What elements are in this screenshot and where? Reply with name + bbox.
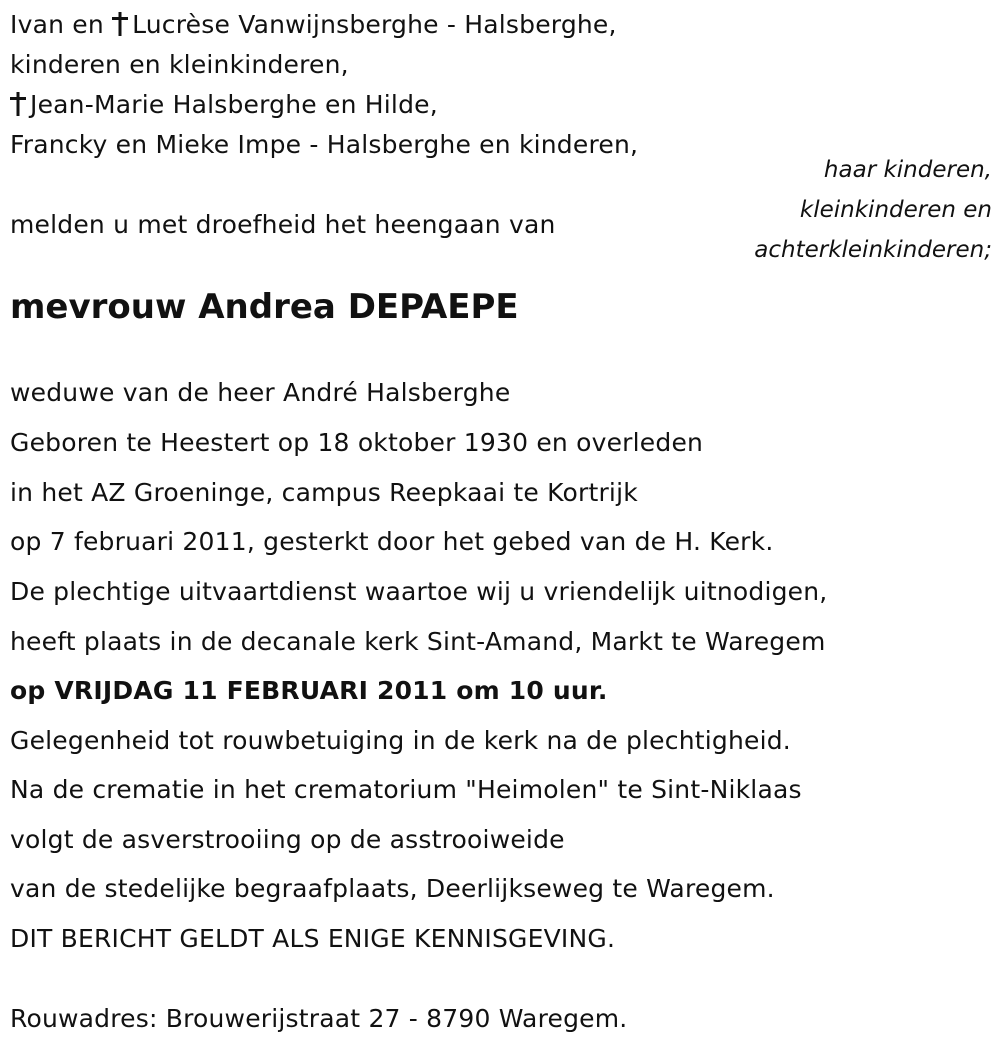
family-line-2: kinderen en kleinkinderen, [10, 50, 349, 79]
body-line-8: Gelegenheid tot rouwbetuiging in de kerk na de plechtigheid. [10, 726, 791, 755]
mourning-address: Rouwadres: Brouwerijstraat 27 - 8790 Waregem. [10, 1004, 628, 1033]
family-line-3-text: Jean-Marie Halsberghe en Hilde, [30, 90, 438, 119]
funeral-date: op VRIJDAG 11 FEBRUARI 2011 om 10 uur. [10, 676, 608, 705]
side-note-line-3: achterkleinkinderen; [754, 237, 992, 263]
body-line-6: heeft plaats in de decanale kerk Sint-Amand, Markt te Waregem [10, 627, 826, 656]
body-line-4: op 7 februari 2011, gesterkt door het gebed van de H. Kerk. [10, 527, 774, 556]
side-note-line-2: kleinkinderen en [799, 197, 992, 223]
family-line-1 [10, 10, 617, 40]
body-line-10: volgt de asverstrooiing op de asstrooiweide [10, 825, 565, 854]
body-line-11: van de stedelijke begraafplaats, Deerlijkseweg te Waregem. [10, 874, 775, 903]
announcement: melden u met droefheid het heengaan van [10, 210, 556, 239]
family-line-4: Francky en Mieke Impe - Halsberghe en kinderen, [10, 130, 639, 159]
body-line-3: in het AZ Groeninge, campus Reepkaai te Kortrijk [10, 478, 638, 507]
family-line-3 [10, 90, 438, 120]
deceased-name: mevrouw Andrea DEPAEPE [10, 287, 519, 327]
notice-statement: DIT BERICHT GELDT ALS ENIGE KENNISGEVING. [10, 924, 616, 953]
body-line-2: Geboren te Heestert op 18 oktober 1930 en overleden [10, 428, 704, 457]
cross-icon [10, 92, 26, 116]
body-line-1: weduwe van de heer André Halsberghe [10, 378, 511, 407]
side-note [754, 150, 992, 270]
body-line-5: De plechtige uitvaartdienst waartoe wij u vriendelijk uitnodigen, [10, 577, 828, 606]
cross-icon [112, 12, 128, 36]
body-line-9: Na de crematie in het crematorium "Heimolen" te Sint-Niklaas [10, 775, 802, 804]
family-line-1-b: Lucrèse Vanwijnsberghe - Halsberghe, [132, 10, 617, 39]
side-note-line-1: haar kinderen, [823, 157, 992, 183]
family-line-1-a: Ivan en [10, 10, 104, 39]
